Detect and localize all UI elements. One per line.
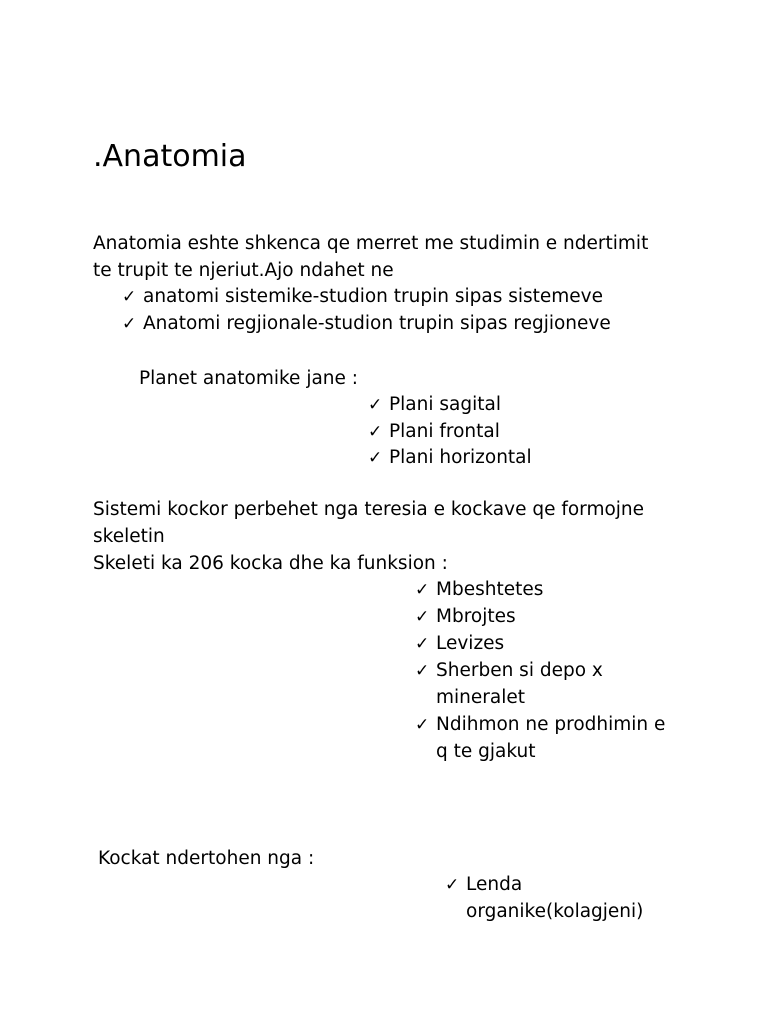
function-item bbox=[415, 604, 516, 631]
plane-item bbox=[368, 392, 501, 419]
bones-heading: Kockat ndertohen nga : bbox=[98, 848, 315, 869]
document-title: .Anatomia bbox=[93, 139, 247, 174]
planes-heading: Planet anatomike jane : bbox=[139, 368, 359, 389]
bone-text: Lenda bbox=[466, 874, 523, 895]
function-item bbox=[415, 658, 603, 711]
plane-text: Plani sagital bbox=[389, 394, 501, 415]
checkmark-icon: ✓ bbox=[368, 448, 383, 468]
plane-item bbox=[368, 445, 532, 472]
checkmark-icon: ✓ bbox=[415, 607, 430, 627]
function-text-continued: q te gjakut bbox=[436, 740, 536, 762]
bone-item bbox=[445, 872, 643, 925]
function-text: Mbeshtetes bbox=[436, 579, 544, 600]
division-item bbox=[122, 284, 603, 311]
function-text: Sherben si depo x bbox=[436, 660, 603, 681]
function-text: Levizes bbox=[436, 633, 505, 654]
function-text-continued: mineralet bbox=[436, 686, 525, 708]
checkmark-icon: ✓ bbox=[415, 661, 430, 681]
checkmark-icon: ✓ bbox=[415, 634, 430, 654]
checkmark-icon: ✓ bbox=[415, 715, 430, 735]
division-item bbox=[122, 311, 611, 338]
function-item bbox=[415, 712, 665, 765]
function-text: Ndihmon ne prodhimin e bbox=[436, 714, 666, 735]
intro-line-1: Anatomia eshte shkenca qe merret me studimin e ndertimit bbox=[93, 233, 649, 254]
plane-item bbox=[368, 419, 500, 446]
checkmark-icon: ✓ bbox=[368, 395, 383, 415]
function-item bbox=[415, 631, 504, 658]
skeleton-line-3: Skeleti ka 206 kocka dhe ka funksion : bbox=[93, 553, 448, 574]
skeleton-line-1: Sistemi kockor perbehet nga teresia e kockave qe formojne bbox=[93, 499, 645, 520]
division-text: Anatomi regjionale-studion trupin sipas regjioneve bbox=[143, 313, 611, 334]
plane-text: Plani frontal bbox=[389, 421, 500, 442]
plane-text: Plani horizontal bbox=[389, 447, 532, 468]
bone-text-continued: organike(kolagjeni) bbox=[466, 900, 644, 922]
checkmark-icon: ✓ bbox=[445, 875, 460, 895]
checkmark-icon: ✓ bbox=[122, 314, 137, 334]
function-item bbox=[415, 577, 543, 604]
function-text: Mbrojtes bbox=[436, 606, 516, 627]
division-text: anatomi sistemike-studion trupin sipas sistemeve bbox=[143, 286, 603, 307]
checkmark-icon: ✓ bbox=[368, 422, 383, 442]
skeleton-line-2: skeletin bbox=[93, 526, 165, 547]
checkmark-icon: ✓ bbox=[415, 580, 430, 600]
checkmark-icon: ✓ bbox=[122, 287, 137, 307]
intro-line-2: te trupit te njeriut.Ajo ndahet ne bbox=[93, 260, 394, 281]
